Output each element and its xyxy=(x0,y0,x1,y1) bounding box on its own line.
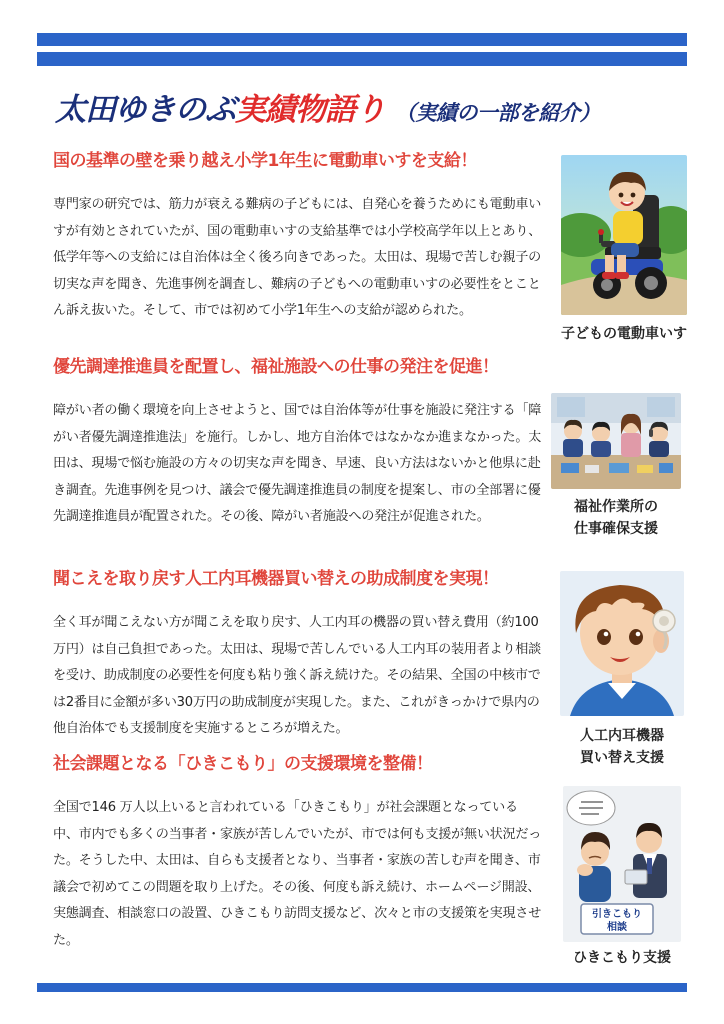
sign-text-line-2: 相談 xyxy=(607,922,627,933)
welfare-workshop-illustration xyxy=(551,393,681,489)
section-heading: 聞こえを取り戻す人工内耳機器買い替えの助成制度を実現！ xyxy=(53,569,499,589)
figure-caption-1 xyxy=(554,323,694,345)
title-subtitle: （実績の一部を紹介） xyxy=(395,101,600,125)
wheelchair-child-illustration xyxy=(561,155,687,315)
caption-line: 仕事確保支援 xyxy=(574,521,658,537)
top-rule-1 xyxy=(37,33,687,46)
hikikomori-consultation-illustration xyxy=(563,786,681,942)
section-heading: 国の基準の壁を乗り越え小学1年生に電動車いすを支給！ xyxy=(53,151,477,171)
section-hikikomori xyxy=(53,749,543,955)
top-rule-2 xyxy=(37,52,687,66)
cochlear-implant-illustration xyxy=(560,571,684,716)
caption-line: 子どもの電動車いす xyxy=(561,326,687,342)
section-cochlear-implant xyxy=(53,564,543,743)
title-name: 太田ゆきのぶ xyxy=(55,92,235,128)
caption-line: 福祉作業所の xyxy=(574,499,658,515)
page-title xyxy=(55,84,695,128)
caption-line: ひきこもり支援 xyxy=(573,950,671,966)
section-heading: 社会課題となる「ひきこもり」の支援環境を整備！ xyxy=(53,754,433,774)
section-body: 全国で146 万人以上いると言われている「ひきこもり」が社会課題となっている中、市内でも多くの当事者・家族が苦しんでいたが、市では何も支援が無い状況だった。そうした中、太田は、自らも支援者となり、当事者・家族の苦しむ声を聞き、市議会で初めてこの問題を取り上げた。その後、何度も訴え続け、ホームページ開設、実態調査、相談窓口の設置、ひきこもり訪問支援など、次々と市の支援策を実現させた。 xyxy=(53,800,542,948)
sign-text-line-1: 引きこもり xyxy=(592,909,642,920)
title-main: 実績物語り xyxy=(235,92,385,128)
caption-line: 人工内耳機器 xyxy=(580,728,664,744)
caption-line: 買い替え支援 xyxy=(580,750,664,766)
figure-caption-2 xyxy=(546,496,686,540)
section-priority-procurement xyxy=(53,352,543,531)
figure-caption-4 xyxy=(552,947,692,969)
section-heading: 優先調達推進員を配置し、福祉施設への仕事の発注を促進！ xyxy=(53,357,499,377)
section-body: 全く耳が聞こえない方が聞こえを取り戻す、人工内耳の機器の買い替え費用（約100万円）は自己負担であった。太田は、現場で苦しんでいる人工内耳の装用者より相談を受け、助成制度の必要性を何度も粘り強く訴え続けた。その結果、全国の中核市では2番目に金額が多い30万円の助成制度が実現した。また、これがきっかけで県内の他自治体でも支援制度を実施するところが増えた。 xyxy=(53,615,541,737)
bottom-rule xyxy=(37,983,687,992)
section-body: 障がい者の働く環境を向上させようと、国では自治体等が仕事を施設に発注する「障がい者優先調達推進法」を施行。しかし、地方自治体ではなかなか進まなかった。太田は、現場で悩む施設の方々の切実な声を聞き、早速、良い方法はないかと他県に赴き調査。先進事例を見つけ、議会で優先調達推進員の制度を提案し、市の全部署に優先調達推進員が配置された。その後、障がい者施設への発注が促進された。 xyxy=(53,403,542,525)
section-electric-wheelchair xyxy=(53,146,543,325)
figure-caption-3 xyxy=(552,725,692,769)
section-body: 専門家の研究では、筋力が衰える難病の子どもには、自発心を養うためにも電動車いすが有効とされていたが、国の電動車いすの支給基準では小学校高学年以上とあり、低学年等への支給には自治体は全く後ろ向きであった。太田は、現場で苦しむ親子の切実な声を聞き、先進事例を調査し、難病の子どもへの電動車いすの必要性をとことん訴え抜いた。そして、市では初めて小学1年生への支給が認められた。 xyxy=(53,197,542,319)
